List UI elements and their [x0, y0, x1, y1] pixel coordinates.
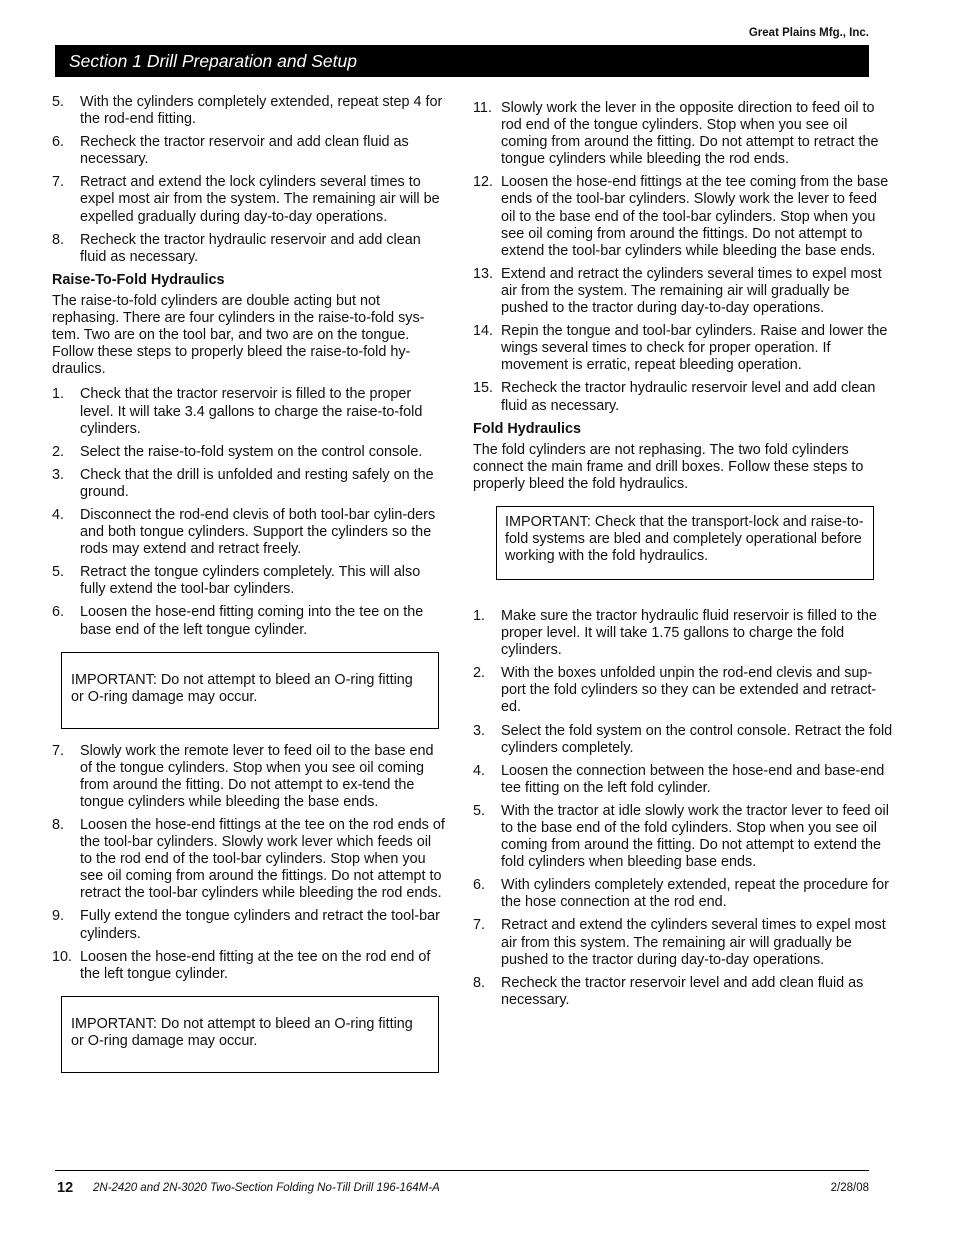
- step-number: 5.: [52, 564, 65, 581]
- footer-divider: [55, 1170, 869, 1171]
- step-text: Slowly work the lever in the opposite direction to feed oil to rod end of the tongue cylinders. Stop when you see oil coming from around the fitting. Do not attempt to retract the tongue cylinders while bleeding the rod ends.: [501, 100, 879, 168]
- fold-hydraulics-intro: The fold cylinders are not rephasing. The two fold cylinders connect the main frame and drill boxes. Follow these steps to properly bleed the fold hydraulics.: [473, 441, 864, 492]
- step-number: 9.: [52, 908, 65, 925]
- steps-list-lock: [52, 94, 446, 266]
- step-number: 1.: [52, 386, 65, 403]
- step-number: 1.: [473, 607, 486, 624]
- list-item: [473, 975, 895, 1009]
- step-text: Slowly work the remote lever to feed oil to the base end of the tongue cylinders. Stop when you see oil coming from around the fitting. Do not attempt to ex-tend the tongue cylinders while bleeding the base ends.: [80, 742, 434, 810]
- list-item: [473, 380, 895, 414]
- list-item: [473, 917, 895, 968]
- section-title-banner: Section 1 Drill Preparation and Setup: [55, 45, 869, 77]
- important-notice-oring-2: IMPORTANT: Do not attempt to bleed an O-ring fitting or O-ring damage may occur.: [61, 996, 439, 1073]
- step-number: 5.: [473, 802, 486, 819]
- list-item: [473, 266, 895, 317]
- step-number: 2.: [473, 665, 486, 682]
- list-item: [52, 604, 446, 638]
- document-date: 2/28/08: [830, 1182, 869, 1194]
- step-number: 7.: [473, 917, 486, 934]
- step-text: Make sure the tractor hydraulic fluid reservoir is filled to the proper level. It will take 1.75 gallons to charge the fold cylinders.: [501, 607, 877, 659]
- list-item: [52, 467, 446, 501]
- list-item: [473, 100, 895, 168]
- list-item: [52, 94, 446, 128]
- step-number: 7.: [52, 742, 65, 759]
- list-item: [52, 232, 446, 266]
- list-item: [52, 817, 446, 902]
- step-number: 15.: [473, 380, 494, 397]
- document-title: 2N-2420 and 2N-3020 Two-Section Folding No-Till Drill 196-164M-A: [93, 1182, 440, 1194]
- step-text: Fully extend the tongue cylinders and retract the tool-bar cylinders.: [80, 908, 440, 942]
- page-number: 12: [57, 1180, 74, 1196]
- list-item: [473, 763, 895, 797]
- list-item: [473, 608, 895, 659]
- step-text: Retract and extend the lock cylinders several times to expel most air from the system. The remaining air will be expelled gradually during day-to-day operations.: [80, 174, 440, 225]
- step-text: Retract the tongue cylinders completely. This will also fully extend the tool-bar cylinders.: [80, 564, 421, 598]
- raise-to-fold-intro: The raise-to-fold cylinders are double acting but not rephasing. There are four cylinders in the raise-to-fold sys-tem. Two are on the tool bar, and two are on the tongue. Follow these steps to properly bleed the raise-to-fold hy-draulics.: [52, 292, 425, 378]
- steps-list-raise-b: [52, 743, 446, 983]
- step-text: Loosen the connection between the hose-end and base-end tee fitting on the left fold cylinder.: [501, 762, 885, 796]
- important-notice-oring-1: IMPORTANT: Do not attempt to bleed an O-ring fitting or O-ring damage may occur.: [61, 652, 439, 729]
- important-notice-transport-lock: IMPORTANT: Check that the transport-lock and raise-to-fold systems are bled and completely operational before working with the fold hydraulics.: [496, 506, 874, 580]
- step-text: With the cylinders completely extended, repeat step 4 for the rod-end fitting.: [80, 94, 443, 128]
- step-text: Disconnect the rod-end clevis of both tool-bar cylin-ders and both tongue cylinders. Support the cylinders so the rods may extend and retract freely.: [80, 506, 436, 558]
- raise-to-fold-heading: Raise-To-Fold Hydraulics: [52, 271, 225, 288]
- steps-list-raise-c: [473, 100, 895, 415]
- step-number: 3.: [473, 722, 486, 739]
- step-text: With the tractor at idle slowly work the tractor lever to feed oil to the base end of the fold cylinders. Stop when you see oil coming from around the fitting. Do not attempt to extend the fold cylinders when bleeding base ends.: [501, 802, 889, 871]
- step-number: 6.: [52, 134, 65, 151]
- step-text: Check that the drill is unfolded and resting safely on the ground.: [80, 466, 434, 500]
- list-item: [52, 134, 446, 168]
- list-item: [52, 743, 446, 811]
- step-number: 2.: [52, 443, 65, 460]
- step-text: Repin the tongue and tool-bar cylinders. Raise and lower the wings several times to check for proper operation. If movement is erratic, repeat bleeding operation.: [501, 323, 888, 374]
- step-text: Recheck the tractor hydraulic reservoir level and add clean fluid as necessary.: [501, 380, 876, 414]
- step-number: 12.: [473, 174, 494, 191]
- step-text: Loosen the hose-end fittings at the tee coming from the base ends of the tool-bar cylinders. Slowly work the lever to feed oil to the base end of the tool-bar cylinders. Stop when you see oil coming from around the fittings. Do not attempt to extend the tool-bar cylinders while bleeding the base ends.: [501, 174, 889, 259]
- step-text: Recheck the tractor reservoir level and add clean fluid as necessary.: [501, 974, 864, 1008]
- left-column: [52, 94, 446, 1087]
- step-text: Loosen the hose-end fittings at the tee on the rod ends of the tool-bar cylinders. Slowly work lever which feeds oil to the rod end of the tool-bar cylinders. Stop when you see oil coming from around the fittings. Do not attempt to retract the tool-bar cylinders while bleeding the rod ends.: [80, 817, 445, 902]
- fold-hydraulics-heading: Fold Hydraulics: [473, 420, 581, 437]
- step-number: 8.: [52, 231, 65, 248]
- list-item: [473, 174, 895, 259]
- step-number: 7.: [52, 174, 65, 191]
- step-number: 8.: [473, 974, 486, 991]
- list-item: [473, 723, 895, 757]
- list-item: [473, 323, 895, 374]
- step-number: 14.: [473, 323, 494, 340]
- step-text: Retract and extend the cylinders several times to expel most air from this system. The remaining air will gradually be pushed to the tractor during day-to-day operations.: [501, 917, 886, 968]
- step-text: Check that the tractor reservoir is filled to the proper level. It will take 3.4 gallons to charge the raise-to-fold cylinders.: [80, 386, 423, 437]
- list-item: [52, 908, 446, 942]
- list-item: [52, 174, 446, 225]
- step-text: Select the raise-to-fold system on the control console.: [80, 443, 423, 460]
- step-number: 4.: [473, 762, 486, 779]
- step-text: Loosen the hose-end fitting coming into the tee on the base end of the left tongue cylinder.: [80, 604, 424, 638]
- step-number: 6.: [52, 604, 65, 621]
- list-item: [473, 803, 895, 871]
- list-item: [52, 386, 446, 437]
- step-text: With the boxes unfolded unpin the rod-end clevis and sup-port the fold cylinders so they can be extended and retract-ed.: [501, 665, 877, 716]
- step-text: Select the fold system on the control console. Retract the fold cylinders completely.: [501, 722, 893, 756]
- steps-list-fold: [473, 608, 895, 1009]
- step-number: 5.: [52, 94, 65, 110]
- list-item: [52, 949, 446, 983]
- list-item: [473, 665, 895, 716]
- step-text: With cylinders completely extended, repeat the procedure for the hose connection at the rod end.: [501, 877, 889, 911]
- step-text: Recheck the tractor hydraulic reservoir and add clean fluid as necessary.: [80, 231, 421, 265]
- step-number: 3.: [52, 466, 65, 483]
- company-name: Great Plains Mfg., Inc.: [748, 27, 869, 39]
- list-item: [52, 507, 446, 558]
- right-column: [473, 100, 895, 1015]
- step-number: 11.: [473, 100, 492, 116]
- step-text: Loosen the hose-end fitting at the tee on the rod end of the left tongue cylinder.: [80, 948, 431, 982]
- step-number: 6.: [473, 877, 486, 894]
- steps-list-raise-a: [52, 386, 446, 638]
- list-item: [52, 564, 446, 598]
- step-text: Extend and retract the cylinders several times to expel most air from the system. The remaining air will gradually be pushed to the tractor during day-to-day operations.: [501, 265, 882, 317]
- step-text: Recheck the tractor reservoir and add clean fluid as necessary.: [80, 134, 409, 168]
- step-number: 10.: [52, 948, 73, 965]
- list-item: [473, 877, 895, 911]
- step-number: 13.: [473, 265, 494, 282]
- list-item: [52, 444, 446, 461]
- step-number: 8.: [52, 817, 65, 833]
- step-number: 4.: [52, 506, 65, 523]
